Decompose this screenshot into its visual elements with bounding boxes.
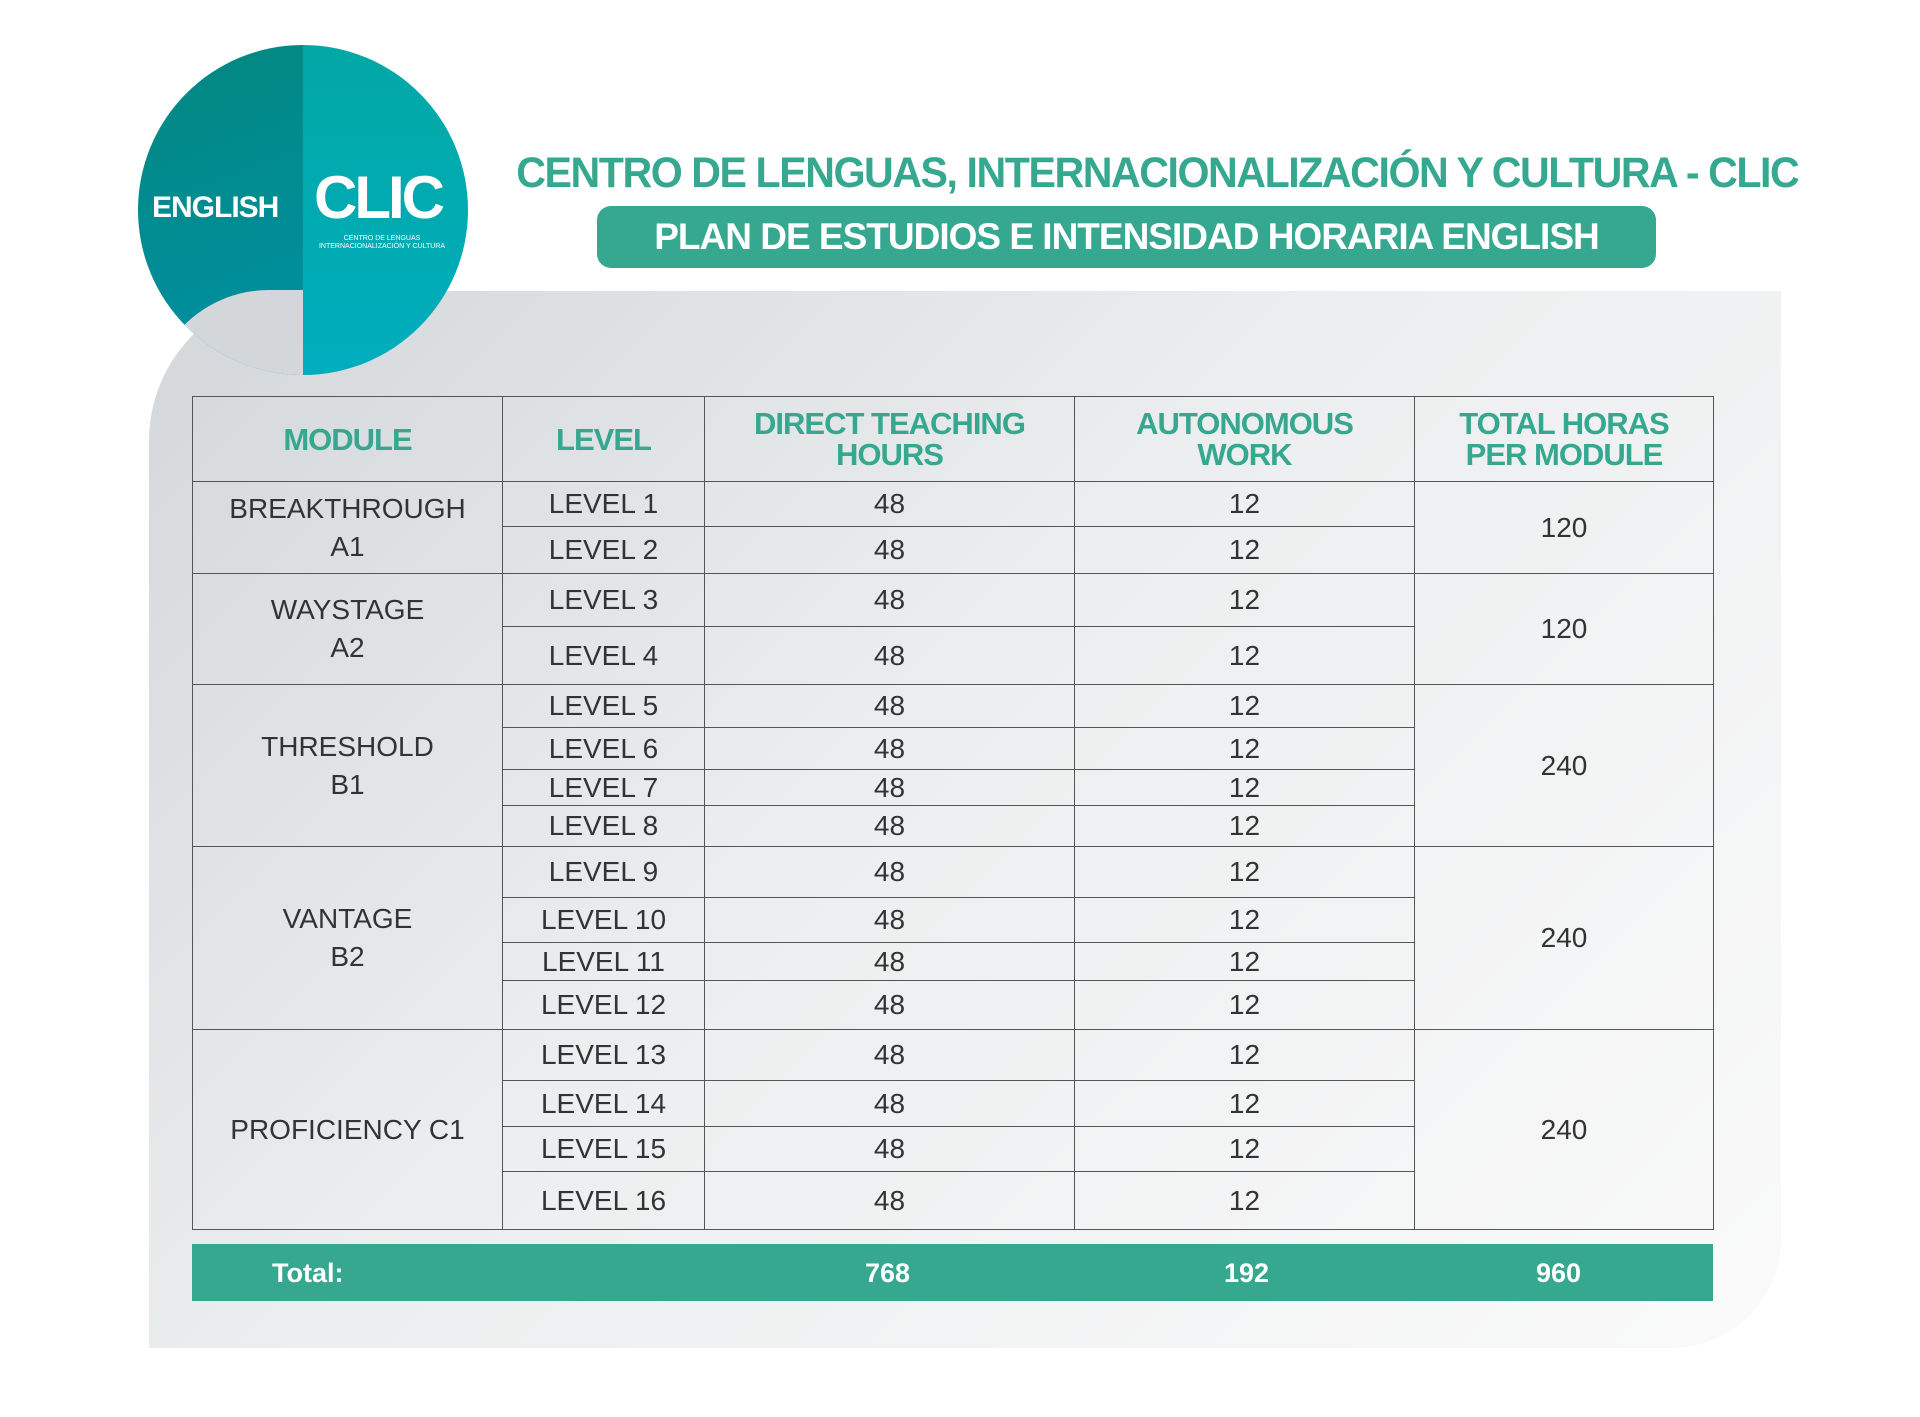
autonomous-cell: 12: [1075, 981, 1415, 1030]
table-row: [193, 685, 1714, 728]
english-clic-logo: [138, 45, 468, 375]
table-row: [193, 847, 1714, 898]
page-subtitle: PLAN DE ESTUDIOS E INTENSIDAD HORARIA ENGLISH: [654, 216, 1599, 257]
module-name: BREAKTHROUGH: [229, 492, 466, 524]
direct-hours-cell: 48: [705, 1172, 1075, 1230]
module-cell: [193, 1030, 503, 1230]
direct-hours-cell: 48: [705, 728, 1075, 770]
autonomous-cell: 12: [1075, 685, 1415, 728]
autonomous-cell: 12: [1075, 574, 1415, 627]
direct-hours-cell: 48: [705, 806, 1075, 847]
header-row: [193, 397, 1714, 482]
autonomous-cell: 12: [1075, 806, 1415, 847]
module-code: A2: [330, 632, 365, 663]
level-cell: LEVEL 1: [503, 482, 705, 527]
module-cell: [193, 482, 503, 574]
module-name: VANTAGE: [282, 903, 413, 934]
module-total-cell: 240: [1415, 847, 1714, 1030]
module-code: A1: [330, 530, 365, 562]
level-cell: LEVEL 7: [503, 770, 705, 806]
module-cell: [193, 574, 503, 685]
level-cell: LEVEL 8: [503, 806, 705, 847]
autonomous-cell: 12: [1075, 943, 1415, 981]
module-total-cell: 240: [1415, 685, 1714, 847]
autonomous-cell: 12: [1075, 1127, 1415, 1172]
direct-hours-cell: 48: [705, 847, 1075, 898]
direct-hours-cell: 48: [705, 482, 1075, 527]
study-plan-table: [192, 396, 1714, 1230]
page-title: CENTRO DE LENGUAS, INTERNACIONALIZACIÓN Y CULTURA - CLIC: [516, 149, 1799, 197]
level-cell: LEVEL 10: [503, 898, 705, 943]
direct-hours-cell: 48: [705, 1030, 1075, 1081]
level-cell: LEVEL 16: [503, 1172, 705, 1230]
direct-hours-cell: 48: [705, 1081, 1075, 1127]
direct-hours-cell: 48: [705, 574, 1075, 627]
logo-english-text: ENGLISH: [152, 191, 279, 224]
level-cell: LEVEL 13: [503, 1030, 705, 1081]
module-total-cell: 120: [1415, 574, 1714, 685]
direct-hours-cell: 48: [705, 627, 1075, 685]
autonomous-cell: 12: [1075, 847, 1415, 898]
autonomous-cell: 12: [1075, 1081, 1415, 1127]
autonomous-cell: 12: [1075, 482, 1415, 527]
autonomous-cell: 12: [1075, 770, 1415, 806]
direct-hours-cell: 48: [705, 1127, 1075, 1172]
module-cell: [193, 847, 503, 1030]
autonomous-cell: 12: [1075, 1030, 1415, 1081]
autonomous-cell: 12: [1075, 627, 1415, 685]
level-cell: LEVEL 15: [503, 1127, 705, 1172]
module-name: WAYSTAGE: [270, 594, 425, 625]
table-row: [193, 1030, 1714, 1081]
column-header: LEVEL: [503, 397, 705, 482]
direct-hours-cell: 48: [705, 527, 1075, 574]
autonomous-cell: 12: [1075, 728, 1415, 770]
module-name: THRESHOLD: [261, 730, 434, 762]
module-code: B1: [330, 768, 365, 800]
direct-hours-cell: 48: [705, 898, 1075, 943]
level-cell: LEVEL 2: [503, 527, 705, 574]
autonomous-cell: 12: [1075, 1172, 1415, 1230]
level-cell: LEVEL 14: [503, 1081, 705, 1127]
table-row: [193, 574, 1714, 627]
total-label: Total:: [272, 1258, 344, 1288]
direct-hours-cell: 48: [705, 685, 1075, 728]
module-code: B2: [330, 941, 365, 972]
logo-clic-text: CLIC: [314, 164, 442, 231]
module-total-cell: 240: [1415, 1030, 1714, 1230]
column-header: MODULE: [193, 397, 503, 482]
page-subtitle-bar: [597, 206, 1656, 268]
page-title-box: [487, 148, 1799, 198]
autonomous-cell: 12: [1075, 898, 1415, 943]
total-autonomous: 192: [1224, 1258, 1270, 1288]
total-overall: 960: [1536, 1258, 1582, 1288]
level-cell: LEVEL 9: [503, 847, 705, 898]
module-name: PROFICIENCY C1: [230, 1113, 465, 1145]
level-cell: LEVEL 12: [503, 981, 705, 1030]
level-cell: LEVEL 4: [503, 627, 705, 685]
total-direct: 768: [865, 1258, 911, 1288]
column-header: AUTONOMOUS WORK: [1075, 397, 1415, 482]
level-cell: LEVEL 6: [503, 728, 705, 770]
level-cell: LEVEL 11: [503, 943, 705, 981]
column-header: TOTAL HORAS PER MODULE: [1415, 397, 1714, 482]
column-header: DIRECT TEACHING HOURS: [705, 397, 1075, 482]
direct-hours-cell: 48: [705, 770, 1075, 806]
logo-tagline: CENTRO DE LENGUAS INTERNACIONALIZACIÓN Y CULTURA: [318, 235, 446, 250]
direct-hours-cell: 48: [705, 981, 1075, 1030]
autonomous-cell: 12: [1075, 527, 1415, 574]
module-total-cell: 120: [1415, 482, 1714, 574]
level-cell: LEVEL 3: [503, 574, 705, 627]
level-cell: LEVEL 5: [503, 685, 705, 728]
table-row: [193, 482, 1714, 527]
totals-bar: [192, 1244, 1713, 1301]
direct-hours-cell: 48: [705, 943, 1075, 981]
module-cell: [193, 685, 503, 847]
